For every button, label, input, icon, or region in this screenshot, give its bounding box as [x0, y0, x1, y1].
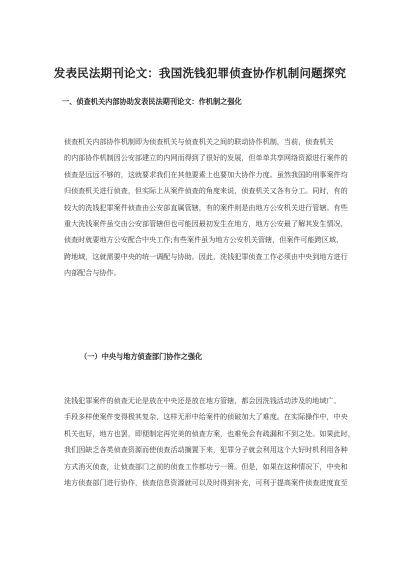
- paragraph-line: 侦查时就要地方公安配合中央工作;有些案件虽为地方公安机关管辖，但案件可能跨区域、: [64, 235, 344, 245]
- paragraph-line: 内部配合与协作。: [64, 268, 121, 278]
- page-title: 发表民法期刊论文：我国洗钱犯罪侦查协作机制问题探究: [53, 66, 347, 80]
- paragraph-line: 我们因缺乏各类侦查资源而使侦查活动搁置下来，犯罪分子就会利用这个大好时机利用各种: [64, 445, 348, 455]
- section-heading: 一、侦查机关内部协助发表民法期刊论文：作机制之强化: [62, 97, 242, 106]
- paragraph-line: 洗钱犯罪案件的侦查无论是放在中央还是放在地方管辖，都会因洗钱活动涉及的地域广、: [64, 396, 341, 405]
- subheading: （一）中央与地方侦查部门协作之强化: [80, 352, 203, 361]
- paragraph-line: 侦查机关内部协作机制即为侦查机关与侦查机关之间的联动协作机制，当前，侦查机关: [64, 137, 334, 146]
- paragraph-line: 重大洗钱案件虽交由公安部管辖但也可能因最初发生在地方，地方公安最了解其发生情况，: [64, 219, 348, 229]
- paragraph-1: [64, 134, 354, 282]
- paragraph-line: 方式消灭侦查，让侦查部门之前的侦查工作都功亏一篑。但是，如果在这种情况下，中央和: [64, 461, 348, 471]
- paragraph-line: 归侦查机关进行侦查，但实际上从案件侦查的角度来说，侦查机关又各有分工。同时，有的: [64, 186, 348, 196]
- paragraph-line: 的内部协作机制因公安部建立的内网而得到了很好的发展，但单单共享网络资源进行案件的: [64, 153, 348, 163]
- paragraph-line: 地方侦查部门进行协作，侦查信息资源就可以及时得到补充，可利于提高案件侦查进度直至: [64, 478, 348, 488]
- paragraph-line: 跨地域，这就需要中央的统一调配与协助。因此，洗钱犯罪侦查工作必须由中央到地方进行: [64, 251, 348, 261]
- paragraph-2: [64, 393, 354, 491]
- paragraph-line: 手段多样使案件变得极其复杂，这样无形中给案件的侦破加大了难度。在实际操作中，中央: [64, 412, 348, 422]
- paragraph-line: 侦查是远远不够的，这就要求我们在其他要素上也要加大协作力度。虽然我国的刑事案件均: [64, 169, 348, 179]
- paragraph-line: 较大的洗钱犯罪案件侦查由公安部直属管辖，有的案件则是由地方公安机关进行管辖。有些: [64, 202, 348, 212]
- paragraph-line: 机关也好，地方也罢，即便制定再完美的侦查方案，也难免会有疏漏和不到之处。如果此时，: [64, 428, 355, 438]
